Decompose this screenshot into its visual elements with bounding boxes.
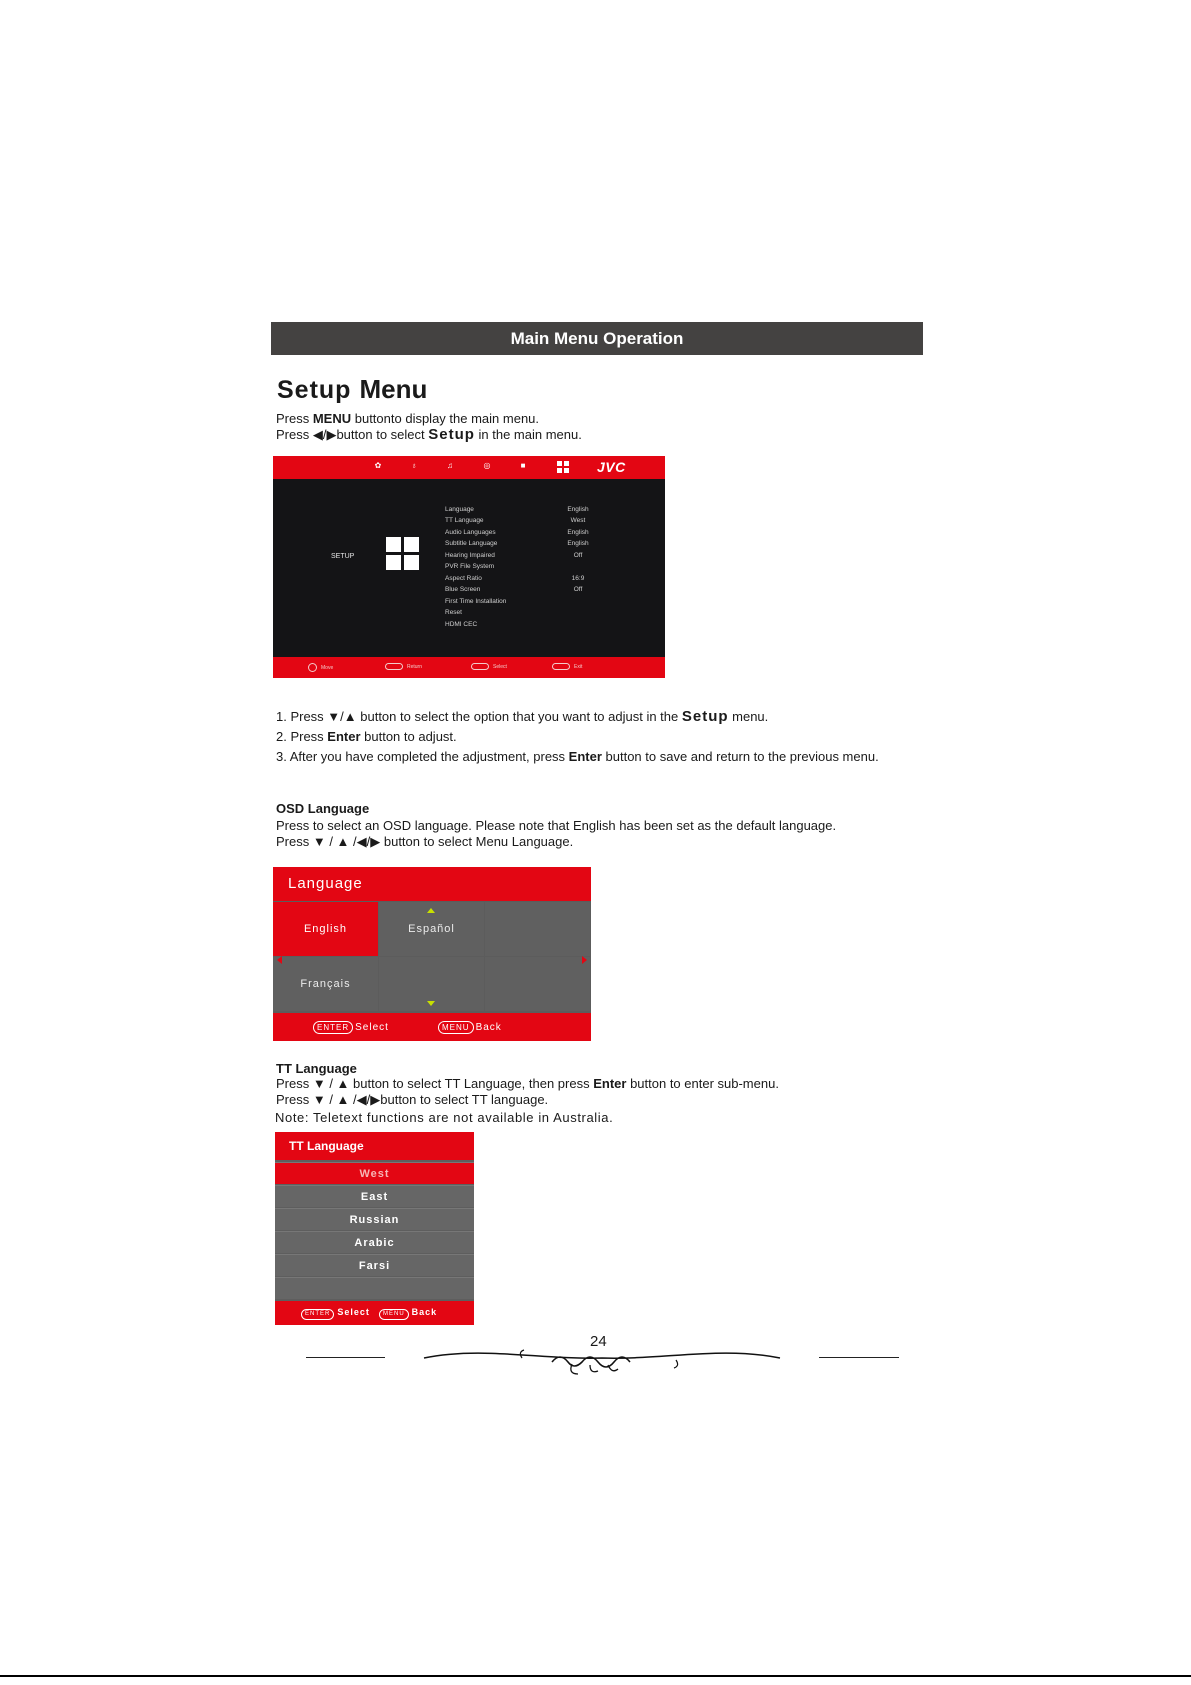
intro-line-2 [276,427,582,443]
row-label: First Time Installation [445,598,507,605]
setup-row-hdmi-cec[interactable] [445,621,605,632]
title-word-menu: Menu [359,374,428,404]
footer-return-label: Return [407,663,423,670]
move-icon [308,663,317,672]
arrow-up-icon [427,908,435,913]
tt-option-west[interactable]: West [275,1162,474,1184]
tt-line-2: Press ▼ / ▲ /◀/▶button to select TT language. [276,1092,549,1107]
step-3-bold: Enter [568,749,602,764]
tt-line-1-post: button to enter sub-menu. [626,1076,779,1091]
setup-row-aspect-ratio[interactable] [445,575,605,586]
row-label: HDMI CEC [445,621,478,628]
intro-line-1-bold: MENU [312,411,352,426]
step-1 [276,709,768,725]
tt-footer-back-hint [379,1307,437,1320]
step-2-post: button to adjust. [360,729,457,744]
row-label: Blue Screen [445,586,481,593]
row-value: West [570,517,586,524]
footer-select-label: Select [493,663,507,670]
row-value: English [567,529,589,536]
footer-exit [552,663,582,670]
footer-select-hint [313,1021,389,1034]
setup-row-language[interactable] [445,506,605,517]
tt-heading: TT Language [276,1061,357,1076]
intro-line-2-post: in the main menu. [474,427,582,442]
tt-note: Note: Teletext functions are not available in Australia. [275,1110,614,1125]
arrow-left-icon [277,956,282,964]
title-word-setup: Setup [277,376,352,404]
intro-line-2-pre: Press ◀/▶button to select [276,427,429,442]
row-label: TT Language [445,517,484,524]
row-value: English [567,506,589,513]
intro-line-2-bold: Setup [428,426,475,443]
exit-key-icon [552,663,570,670]
language-cell-empty [485,902,590,956]
language-cell-empty [485,957,590,1011]
footer-rule-left [306,1357,385,1358]
tt-option-farsi[interactable]: Farsi [275,1254,474,1276]
page-title [277,374,427,405]
menu-key-badge: MENU [438,1021,474,1034]
row-label: Aspect Ratio [445,575,482,582]
footer-back-hint [438,1021,502,1034]
tt-screen-title: TT Language [275,1132,474,1160]
step-2-pre: 2. Press [276,729,328,744]
tt-line-1-pre: Press ▼ / ▲ button to select TT Language, then press [276,1076,594,1091]
row-label: PVR File System [445,563,495,570]
language-screen [273,867,591,1041]
setup-row-subtitle-language[interactable] [445,540,605,551]
tt-option-empty [275,1277,474,1299]
language-option-francais[interactable]: Français [273,957,378,1011]
page-bottom-border [0,1675,1191,1677]
select-label: Select [337,1307,370,1317]
setup-side-label: SETUP [331,553,355,560]
select-key-icon [471,663,489,670]
footer-rule-right [819,1357,899,1358]
footer-exit-label: Exit [574,663,583,670]
footer-select [471,663,507,670]
music-icon: ♫ [447,461,453,470]
language-screen-footer [273,1013,591,1041]
setup-grid-icon [557,461,569,473]
arrow-down-icon [427,1001,435,1006]
setup-row-reset[interactable] [445,609,605,620]
setup-row-first-time-installation[interactable] [445,598,605,609]
setup-row-hearing-impaired[interactable] [445,552,605,563]
row-value: English [567,540,589,547]
back-label: Back [475,1022,502,1033]
step-2-bold: Enter [327,729,361,744]
step-2 [276,729,457,745]
lock-icon: ■ [520,461,526,470]
tt-line-1-bold: Enter [593,1076,627,1091]
tt-language-screen [275,1132,474,1325]
intro-line-1 [276,411,539,427]
row-value: 16:9 [571,575,585,582]
language-screen-title: Language [273,867,591,901]
select-label: Select [355,1022,389,1033]
brand-logo: JVC [597,459,626,475]
setup-large-icon [386,537,419,570]
setup-top-bar [273,456,665,479]
osd-line-1: Press to select an OSD language. Please note that English has been set as the default language. [276,818,837,833]
page-number: 24 [590,1333,607,1350]
clock-icon: ◎ [483,461,491,470]
setup-menu-screen [273,456,665,678]
step-3-pre: 3. After you have completed the adjustment, press [276,749,569,764]
picture-icon: ✿ [374,461,382,470]
enter-key-badge: ENTER [301,1309,334,1320]
enter-key-badge: ENTER [313,1021,353,1034]
sound-icon: ♁ [411,461,417,470]
intro-line-1-pre: Press [276,411,313,426]
tt-option-east[interactable]: East [275,1185,474,1207]
language-option-espanol[interactable]: Español [379,902,484,956]
row-value: Off [573,552,583,559]
setup-row-tt-language[interactable] [445,517,605,528]
footer-return [385,663,422,670]
tt-option-russian[interactable]: Russian [275,1208,474,1230]
arrow-right-icon [582,956,587,964]
row-label: Hearing Impaired [445,552,495,559]
setup-row-pvr-file-system[interactable] [445,563,605,574]
osd-heading: OSD Language [276,801,370,816]
step-1-pre: 1. Press ▼/▲ button to select the option that you want to adjust in the [276,709,682,724]
language-option-english[interactable]: English [273,902,378,956]
back-label: Back [411,1307,438,1317]
footer-move [308,663,333,672]
return-key-icon [385,663,403,670]
setup-row-blue-screen[interactable] [445,586,605,597]
step-3-post: button to save and return to the previous menu. [601,749,879,764]
step-1-bold: Setup [681,708,729,725]
setup-footer-bar [273,657,665,678]
row-label: Reset [445,609,462,616]
step-1-post: menu. [728,709,769,724]
intro-line-1-post: buttonto display the main menu. [351,411,540,426]
tt-option-arabic[interactable]: Arabic [275,1231,474,1253]
row-label: Language [445,506,474,513]
menu-key-badge: MENU [379,1309,409,1320]
step-3 [276,749,879,765]
section-header: Main Menu Operation [271,322,923,355]
row-label: Audio Languages [445,529,496,536]
row-label: Subtitle Language [445,540,498,547]
footer-move-label: Move [321,664,334,671]
row-value: Off [573,586,583,593]
ornament-flourish-icon [422,1340,782,1376]
setup-row-audio-languages[interactable] [445,529,605,540]
tt-line-1 [276,1076,779,1092]
tt-screen-footer [275,1301,474,1325]
osd-line-2: Press ▼ / ▲ /◀/▶ button to select Menu Language. [276,834,574,849]
tt-footer-select-hint [301,1307,370,1320]
